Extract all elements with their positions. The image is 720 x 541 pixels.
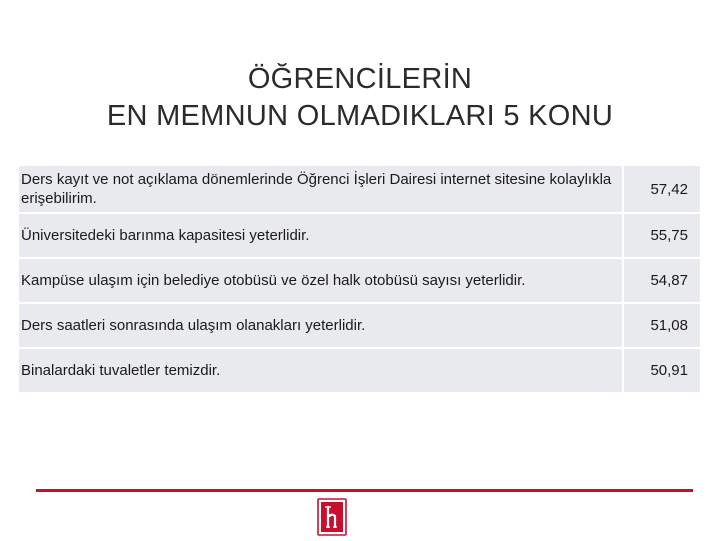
table-row xyxy=(19,259,700,304)
table-row xyxy=(19,214,700,259)
score-cell: 55,75 xyxy=(624,214,700,259)
score-cell: 54,87 xyxy=(624,259,700,304)
score-cell: 50,91 xyxy=(624,349,700,394)
score-cell: 51,08 xyxy=(624,304,700,349)
satisfaction-table xyxy=(19,166,700,394)
slide-title xyxy=(60,61,660,135)
statement-cell: Binalardaki tuvaletler temizdir. xyxy=(19,349,624,394)
statement-cell: Ders saatleri sonrasında ulaşım olanakları yeterlidir. xyxy=(19,304,624,349)
table-row xyxy=(19,349,700,394)
statement-cell: Kampüse ulaşım için belediye otobüsü ve özel halk otobüsü sayısı yeterlidir. xyxy=(19,259,624,304)
table-row xyxy=(19,166,700,214)
statement-cell: Ders kayıt ve not açıklama dönemlerinde Öğrenci İşleri Dairesi internet sitesine kolaylıkla erişebilirim. xyxy=(19,166,624,214)
university-logo-icon xyxy=(317,498,347,536)
table-row xyxy=(19,304,700,349)
statement-cell: Üniversitedeki barınma kapasitesi yeterlidir. xyxy=(19,214,624,259)
score-cell: 57,42 xyxy=(624,166,700,214)
slide-title-line-1: ÖĞRENCİLERİN xyxy=(247,63,473,96)
footer-divider xyxy=(36,489,693,492)
slide-title-line-2: EN MEMNUN OLMADIKLARI 5 KONU xyxy=(106,100,614,133)
